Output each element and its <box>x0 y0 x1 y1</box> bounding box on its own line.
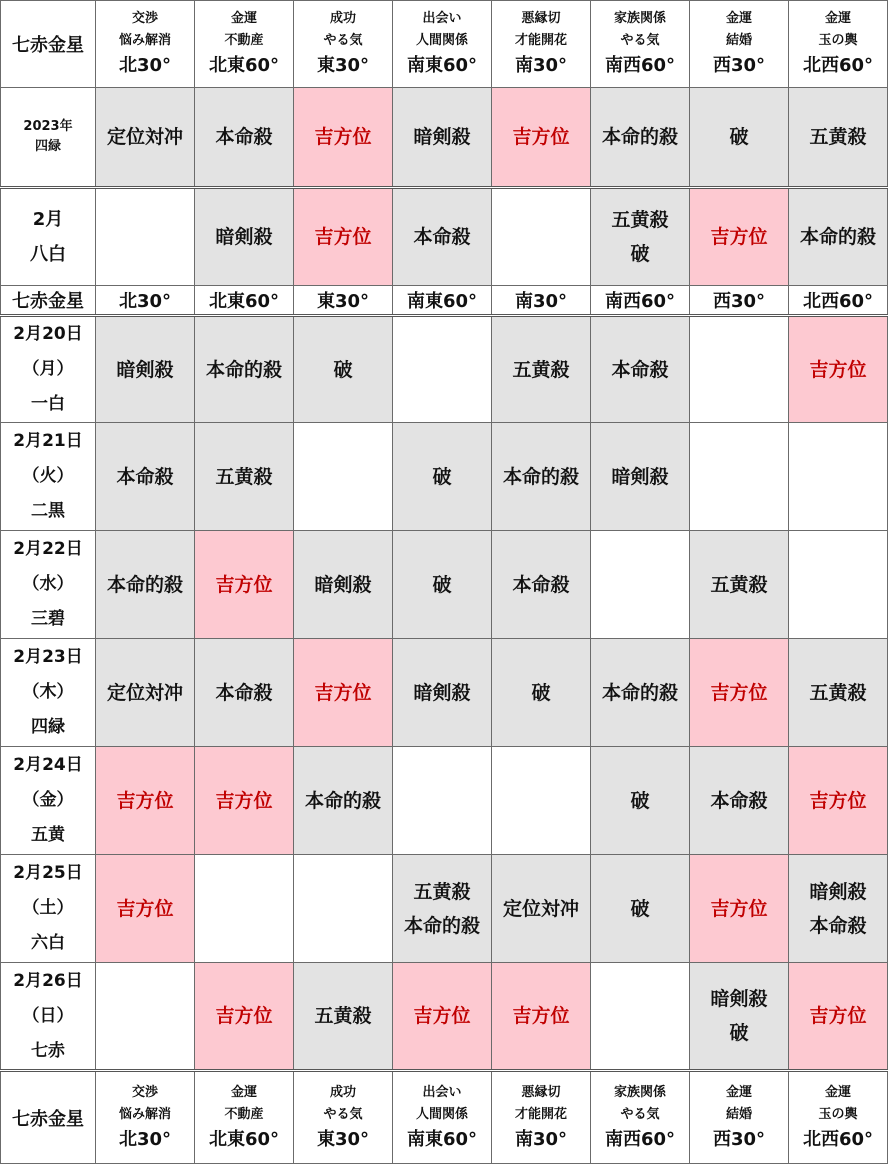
lucky-direction-cell <box>294 188 393 286</box>
unlucky-direction-cell <box>690 531 789 639</box>
cell-text: 吉方位 <box>413 1005 471 1027</box>
cell-text: 五黄殺 <box>809 681 867 704</box>
unlucky-direction-cell <box>393 639 492 747</box>
day-label: 2月21日 （火） 二黒 <box>1 423 96 531</box>
unlucky-direction-cell <box>492 316 591 423</box>
footer-col: 金運 結婚 西30° <box>690 1071 789 1164</box>
header-row <box>1 1 888 88</box>
empty-cell <box>690 423 789 531</box>
empty-cell <box>492 188 591 286</box>
empty-cell <box>789 423 888 531</box>
direction-label: 北30° <box>96 286 195 316</box>
unlucky-direction-cell <box>393 423 492 531</box>
lucky-direction-cell <box>492 963 591 1071</box>
unlucky-direction-cell <box>195 639 294 747</box>
cell-text: 吉方位 <box>314 126 372 148</box>
cell-text: 五黄殺 <box>512 358 570 381</box>
day-label: 2月24日 （金） 五黄 <box>1 747 96 855</box>
cell-text: 暗剣殺 <box>215 226 273 248</box>
unlucky-direction-cell <box>294 963 393 1071</box>
cell-text: 吉方位 <box>710 226 768 248</box>
cell-text: 破 <box>432 465 452 488</box>
cell-text: 本命殺 <box>413 226 471 248</box>
unlucky-direction-cell <box>789 639 888 747</box>
cell-text: 五黄殺 <box>413 880 471 903</box>
cell-text: 吉方位 <box>710 897 768 920</box>
cell-text: 吉方位 <box>116 789 174 812</box>
cell-text: 本命的殺 <box>601 681 678 704</box>
header-col: 金運 不動産 北東60° <box>195 1 294 88</box>
unlucky-direction-cell <box>591 188 690 286</box>
unlucky-direction-cell <box>690 88 789 188</box>
unlucky-direction-cell <box>393 855 492 963</box>
cell-text: 五黄殺 <box>611 209 669 231</box>
unlucky-direction-cell <box>195 188 294 286</box>
cell-text: 破 <box>531 681 551 704</box>
lucky-direction-cell <box>690 855 789 963</box>
cell-text: 本命殺 <box>611 358 669 381</box>
lucky-direction-cell <box>789 316 888 423</box>
day-row <box>1 531 888 639</box>
cell-text: 吉方位 <box>512 1005 570 1027</box>
cell-text: 五黄殺 <box>314 1005 372 1027</box>
direction-label: 南東60° <box>393 286 492 316</box>
day-label: 2月26日 （日） 七赤 <box>1 963 96 1071</box>
unlucky-direction-cell <box>195 423 294 531</box>
unlucky-direction-cell <box>492 639 591 747</box>
cell-text: 五黄殺 <box>809 126 867 148</box>
cell-text: 暗剣殺 <box>413 126 471 148</box>
year-label: 2023年 四緑 <box>1 88 96 188</box>
lucky-direction-cell <box>492 88 591 188</box>
footer-col: 金運 不動産 北東60° <box>195 1071 294 1164</box>
cell-text: 本命的殺 <box>502 465 579 488</box>
cell-text: 吉方位 <box>215 789 273 812</box>
unlucky-direction-cell <box>591 855 690 963</box>
cell-text: 本命的殺 <box>106 573 183 596</box>
cell-text: 吉方位 <box>215 1005 273 1027</box>
cell-text: 破 <box>729 1022 749 1044</box>
empty-cell <box>294 423 393 531</box>
unlucky-direction-cell <box>294 316 393 423</box>
direction-label: 南西60° <box>591 286 690 316</box>
unlucky-direction-cell <box>294 531 393 639</box>
empty-cell <box>294 855 393 963</box>
header-col: 家族関係 やる気 南西60° <box>591 1 690 88</box>
lucky-direction-cell <box>789 963 888 1071</box>
cell-text: 本命殺 <box>215 681 273 704</box>
unlucky-direction-cell <box>591 88 690 188</box>
cell-text: 本命的殺 <box>304 789 381 812</box>
unlucky-direction-cell <box>591 423 690 531</box>
unlucky-direction-cell <box>492 855 591 963</box>
cell-text: 吉方位 <box>809 1005 867 1027</box>
lucky-direction-cell <box>393 963 492 1071</box>
month-label: 2月 八白 <box>1 188 96 286</box>
lucky-direction-cell <box>690 188 789 286</box>
year-row <box>1 88 888 188</box>
lucky-direction-cell <box>294 88 393 188</box>
unlucky-direction-cell <box>789 88 888 188</box>
lucky-direction-cell <box>690 639 789 747</box>
header-col: 金運 玉の輿 北西60° <box>789 1 888 88</box>
cell-text: 定位対冲 <box>502 897 579 920</box>
direction-label: 南30° <box>492 286 591 316</box>
lucky-direction-cell <box>294 639 393 747</box>
month-row <box>1 188 888 286</box>
cell-text: 吉方位 <box>710 681 768 704</box>
lucky-direction-cell <box>195 747 294 855</box>
header-col: 成功 やる気 東30° <box>294 1 393 88</box>
day-row <box>1 747 888 855</box>
empty-cell <box>690 316 789 423</box>
empty-cell <box>591 531 690 639</box>
cell-text: 本命殺 <box>809 914 867 937</box>
cell-text: 吉方位 <box>116 897 174 920</box>
unlucky-direction-cell <box>591 747 690 855</box>
unlucky-direction-cell <box>690 963 789 1071</box>
cell-text: 定位対冲 <box>106 126 183 148</box>
direction-label: 西30° <box>690 286 789 316</box>
empty-cell <box>393 747 492 855</box>
footer-col: 成功 やる気 東30° <box>294 1071 393 1164</box>
cell-text: 定位対冲 <box>106 681 183 704</box>
direction-row-title: 七赤金星 <box>1 286 96 316</box>
direction-label: 東30° <box>294 286 393 316</box>
unlucky-direction-cell <box>96 88 195 188</box>
lucky-direction-cell <box>195 963 294 1071</box>
cell-text: 本命的殺 <box>601 126 678 148</box>
header-col: 悪縁切 才能開花 南30° <box>492 1 591 88</box>
unlucky-direction-cell <box>96 423 195 531</box>
unlucky-direction-cell <box>789 188 888 286</box>
day-row <box>1 855 888 963</box>
lucky-direction-cell <box>96 747 195 855</box>
direction-label: 北西60° <box>789 286 888 316</box>
empty-cell <box>789 531 888 639</box>
cell-text: 本命殺 <box>116 465 174 488</box>
unlucky-direction-cell <box>492 423 591 531</box>
header-col: 出会い 人間関係 南東60° <box>393 1 492 88</box>
cell-text: 本命的殺 <box>205 358 282 381</box>
footer-col: 出会い 人間関係 南東60° <box>393 1071 492 1164</box>
day-row <box>1 963 888 1071</box>
unlucky-direction-cell <box>591 639 690 747</box>
cell-text: 破 <box>630 243 650 265</box>
empty-cell <box>393 316 492 423</box>
cell-text: 吉方位 <box>215 573 273 596</box>
day-label: 2月23日 （木） 四緑 <box>1 639 96 747</box>
day-row <box>1 316 888 423</box>
unlucky-direction-cell <box>591 316 690 423</box>
empty-cell <box>591 963 690 1071</box>
cell-text: 吉方位 <box>314 681 372 704</box>
cell-text: 本命殺 <box>710 789 768 812</box>
header-col: 交渉 悩み解消 北30° <box>96 1 195 88</box>
unlucky-direction-cell <box>96 531 195 639</box>
cell-text: 破 <box>729 126 749 148</box>
footer-col: 家族関係 やる気 南西60° <box>591 1071 690 1164</box>
direction-row <box>1 286 888 316</box>
cell-text: 暗剣殺 <box>809 880 867 903</box>
cell-text: 破 <box>630 897 650 920</box>
cell-text: 暗剣殺 <box>314 573 372 596</box>
header-title: 七赤金星 <box>1 1 96 88</box>
lucky-direction-cell <box>96 855 195 963</box>
direction-label: 北東60° <box>195 286 294 316</box>
footer-row <box>1 1071 888 1164</box>
cell-text: 暗剣殺 <box>710 988 768 1010</box>
unlucky-direction-cell <box>393 88 492 188</box>
day-row <box>1 423 888 531</box>
cell-text: 破 <box>630 789 650 812</box>
unlucky-direction-cell <box>393 188 492 286</box>
footer-col: 悪縁切 才能開花 南30° <box>492 1071 591 1164</box>
day-label: 2月20日 （月） 一白 <box>1 316 96 423</box>
cell-text: 吉方位 <box>512 126 570 148</box>
footer-col: 金運 玉の輿 北西60° <box>789 1071 888 1164</box>
cell-text: 暗剣殺 <box>413 681 471 704</box>
cell-text: 本命的殺 <box>403 914 480 937</box>
day-label: 2月22日 （水） 三碧 <box>1 531 96 639</box>
cell-text: 本命殺 <box>512 573 570 596</box>
empty-cell <box>195 855 294 963</box>
cell-text: 吉方位 <box>809 789 867 812</box>
cell-text: 暗剣殺 <box>116 358 174 381</box>
unlucky-direction-cell <box>492 531 591 639</box>
unlucky-direction-cell <box>195 316 294 423</box>
cell-text: 五黄殺 <box>215 465 273 488</box>
empty-cell <box>492 747 591 855</box>
day-label: 2月25日 （土） 六白 <box>1 855 96 963</box>
cell-text: 五黄殺 <box>710 573 768 596</box>
unlucky-direction-cell <box>195 88 294 188</box>
empty-cell <box>96 188 195 286</box>
unlucky-direction-cell <box>690 747 789 855</box>
header-col: 金運 結婚 西30° <box>690 1 789 88</box>
lucky-direction-cell <box>789 747 888 855</box>
cell-text: 破 <box>333 358 353 381</box>
unlucky-direction-cell <box>96 639 195 747</box>
cell-text: 吉方位 <box>809 358 867 381</box>
footer-title: 七赤金星 <box>1 1071 96 1164</box>
cell-text: 吉方位 <box>314 226 372 248</box>
day-row <box>1 639 888 747</box>
unlucky-direction-cell <box>789 855 888 963</box>
cell-text: 本命的殺 <box>799 226 876 248</box>
unlucky-direction-cell <box>393 531 492 639</box>
cell-text: 本命殺 <box>215 126 273 148</box>
empty-cell <box>96 963 195 1071</box>
unlucky-direction-cell <box>96 316 195 423</box>
lucky-direction-cell <box>195 531 294 639</box>
cell-text: 暗剣殺 <box>611 465 669 488</box>
unlucky-direction-cell <box>294 747 393 855</box>
footer-col: 交渉 悩み解消 北30° <box>96 1071 195 1164</box>
cell-text: 破 <box>432 573 452 596</box>
